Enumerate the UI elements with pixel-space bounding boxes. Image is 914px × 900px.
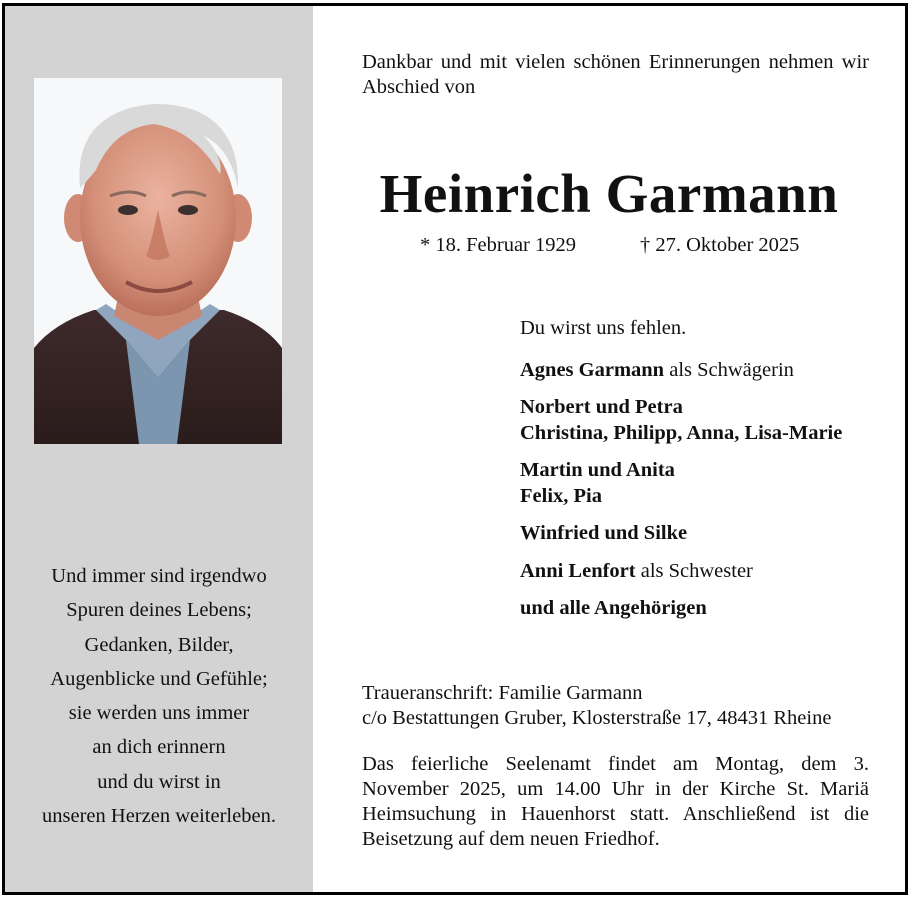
service-info: Das feierliche Seelenamt findet am Montag, dem 3. November 2025, um 14.00 Uhr in der Kirche St. Mariä Heimsuchung in Hauenhorst statt. Anschließend ist die Beisetzung auf dem neuen Friedhof.	[362, 753, 869, 850]
mourning-address	[362, 681, 831, 731]
address-line: Traueranschrift: Familie Garmann	[362, 682, 643, 704]
poem-line: sie werden uns immer	[68, 702, 250, 725]
mourner-name: Anni Lenfort	[520, 559, 636, 582]
poem-line: unseren Herzen weiterleben.	[42, 805, 276, 828]
mourner-line	[520, 458, 842, 484]
mourner-entry	[520, 395, 842, 446]
mourner-entry	[520, 559, 842, 585]
mourner-name: Christina, Philipp, Anna, Lisa-Marie	[520, 421, 843, 444]
mourner-line	[520, 358, 842, 384]
main-content	[313, 6, 905, 892]
birth-date: * 18. Februar 1929	[420, 234, 577, 256]
poem-line: Augenblicke und Gefühle;	[50, 667, 268, 690]
mourner-entry	[520, 458, 842, 509]
mourner-line	[520, 421, 842, 447]
obituary-notice	[2, 3, 908, 895]
mourner-line	[520, 521, 842, 547]
deceased-name: Heinrich Garmann	[379, 163, 839, 224]
poem-line: Und immer sind irgendwo	[51, 565, 267, 587]
mourner-name: und alle Angehörigen	[520, 597, 707, 619]
mourner-line	[520, 484, 842, 510]
mourner-line	[520, 596, 842, 622]
poem-line: Spuren deines Lebens;	[66, 599, 252, 622]
portrait-photo	[34, 78, 282, 444]
mourner-name: Felix, Pia	[520, 484, 602, 507]
mourner-entry	[520, 596, 842, 622]
mourners-list	[520, 316, 842, 634]
mourner-name: Winfried und Silke	[520, 522, 688, 544]
address-line: c/o Bestattungen Gruber, Klosterstraße 17, 48431 Rheine	[362, 707, 832, 729]
poem-line: Gedanken, Bilder,	[84, 633, 234, 656]
mourner-entry	[520, 521, 842, 547]
poem-block	[5, 559, 313, 833]
farewell-line: Du wirst uns fehlen.	[520, 317, 687, 339]
mourner-relation: als Schwester	[635, 559, 753, 582]
mourner-entry	[520, 358, 842, 384]
mourner-name: Agnes Garmann	[520, 358, 665, 381]
mourner-line	[520, 559, 842, 585]
sidebar-panel	[5, 6, 313, 892]
death-date: † 27. Oktober 2025	[640, 234, 800, 256]
mourner-line	[520, 395, 842, 421]
mourner-name: Martin und Anita	[520, 459, 675, 481]
poem-line: an dich erinnern	[92, 736, 226, 759]
intro-text: Dankbar und mit vielen schönen Erinnerungen nehmen wir Abschied von	[362, 51, 869, 98]
poem-line: und du wirst in	[97, 770, 221, 793]
mourner-name: Norbert und Petra	[520, 396, 683, 418]
mourner-relation: als Schwägerin	[664, 358, 794, 381]
